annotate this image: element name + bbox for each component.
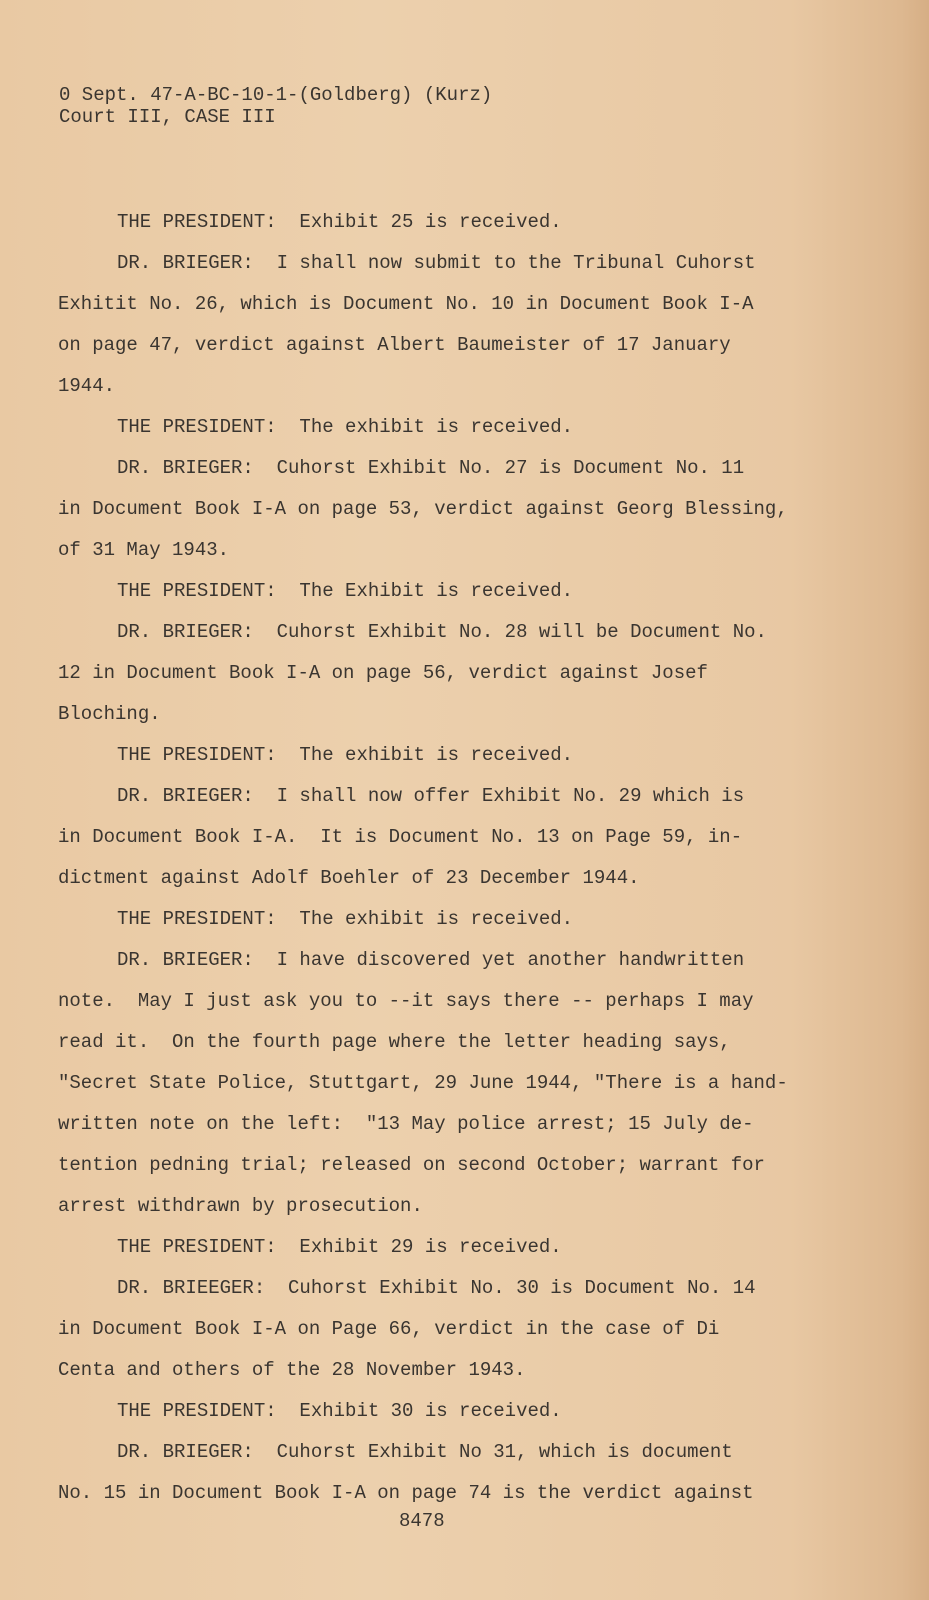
transcript-line: in Document Book I-A. It is Document No. 13 on Page 59, in- [58, 826, 743, 848]
transcript-line: Bloching. [58, 703, 161, 725]
transcript-line: THE PRESIDENT: The exhibit is received. [117, 744, 574, 766]
transcript-line: on page 47, verdict against Albert Baumeister of 17 January [58, 334, 731, 356]
transcript-line: written note on the left: "13 May police arrest; 15 July de- [58, 1113, 754, 1135]
transcript-line: DR. BRIEGER: Cuhorst Exhibit No 31, which is document [117, 1441, 733, 1463]
transcript-line: 12 in Document Book I-A on page 56, verdict against Josef [58, 662, 708, 684]
transcript-line: THE PRESIDENT: Exhibit 25 is received. [117, 211, 562, 233]
transcript-line: THE PRESIDENT: Exhibit 30 is received. [117, 1400, 562, 1422]
header-reference-line: 0 Sept. 47-A-BC-10-1-(Goldberg) (Kurz) [59, 84, 493, 106]
transcript-line: 1944. [58, 375, 116, 397]
transcript-line: DR. BRIEGER: I have discovered yet another handwritten [117, 949, 745, 971]
document-header [59, 84, 492, 128]
transcript-line: Centa and others of the 28 November 1943. [58, 1359, 526, 1381]
transcript-line: DR. BRIEGER: I shall now offer Exhibit No. 29 which is [117, 785, 745, 807]
transcript-line: THE PRESIDENT: The Exhibit is received. [117, 580, 574, 602]
transcript-line: DR. BRIEEGER: Cuhorst Exhibit No. 30 is Document No. 14 [117, 1277, 756, 1299]
transcript-line: DR. BRIEGER: I shall now submit to the Tribunal Cuhorst [117, 252, 756, 274]
transcript-line: THE PRESIDENT: The exhibit is received. [117, 416, 574, 438]
transcript-line: THE PRESIDENT: The exhibit is received. [117, 908, 574, 930]
transcript-line: "Secret State Police, Stuttgart, 29 June 1944, "There is a hand- [58, 1072, 788, 1094]
transcript-line: note. May I just ask you to --it says there -- perhaps I may [58, 990, 754, 1012]
transcript-body [58, 202, 848, 1514]
transcript-line: arrest withdrawn by prosecution. [58, 1195, 423, 1217]
transcript-line: of 31 May 1943. [58, 539, 230, 561]
transcript-line: read it. On the fourth page where the letter heading says, [58, 1031, 731, 1053]
page-number: 8478 [399, 1510, 445, 1532]
transcript-line: No. 15 in Document Book I-A on page 74 is the verdict against [58, 1482, 754, 1504]
transcript-line: in Document Book I-A on page 53, verdict against Georg Blessing, [58, 498, 788, 520]
transcript-line: Exhitit No. 26, which is Document No. 10 in Document Book I-A [58, 293, 754, 315]
transcript-line: DR. BRIEGER: Cuhorst Exhibit No. 28 will be Document No. [117, 621, 767, 643]
transcript-line: tention pedning trial; released on second October; warrant for [58, 1154, 765, 1176]
transcript-line: in Document Book I-A on Page 66, verdict in the case of Di [58, 1318, 720, 1340]
transcript-line: THE PRESIDENT: Exhibit 29 is received. [117, 1236, 562, 1258]
header-court-line: Court III, CASE III [59, 106, 276, 128]
transcript-line: DR. BRIEGER: Cuhorst Exhibit No. 27 is Document No. 11 [117, 457, 745, 479]
transcript-line: dictment against Adolf Boehler of 23 December 1944. [58, 867, 640, 889]
